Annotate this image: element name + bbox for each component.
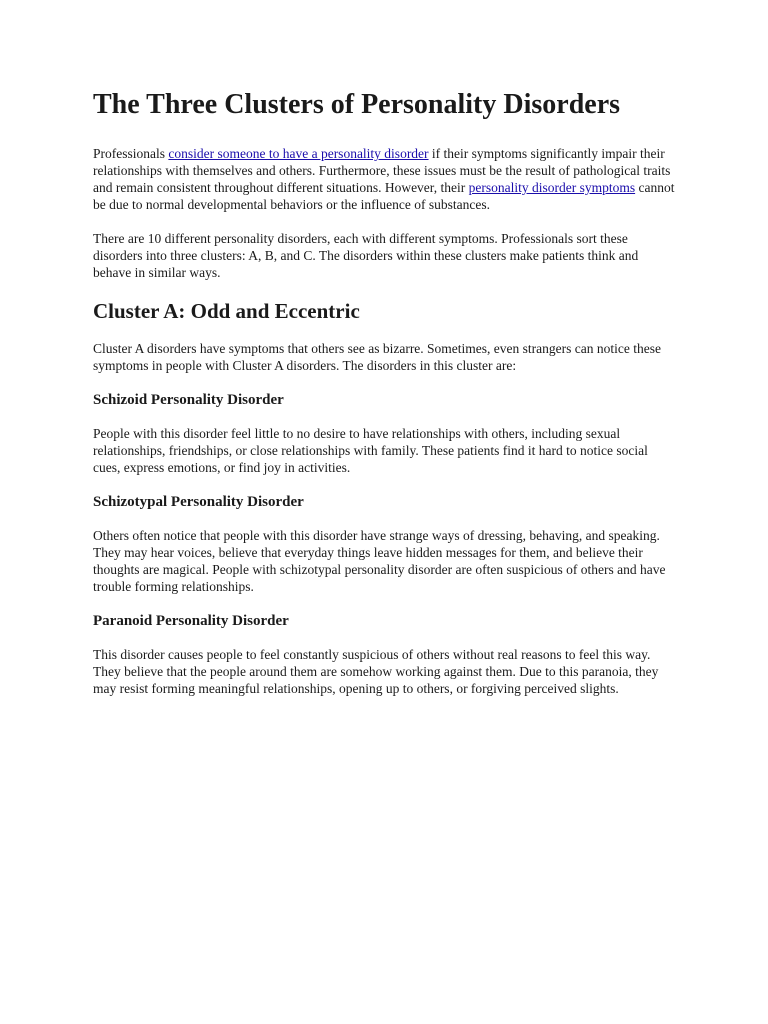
symptoms-link[interactable]: personality disorder symptoms <box>468 180 636 195</box>
intro-text-3: cannot be due to normal developmental behaviors or the influence of substances. <box>93 180 675 212</box>
paranoid-paragraph: This disorder causes people to feel constantly suspicious of others without real reasons to feel this way. They believe that the people around them are somehow working against them. Due to this paranoia, they may resist forming meaningful relationships, opening up to others, or forgiving perceived slights. <box>93 647 659 696</box>
cluster-a-heading: Cluster A: Odd and Eccentric <box>93 299 360 323</box>
personality-disorder-link[interactable]: consider someone to have a personality disorder <box>168 146 429 161</box>
clusters-paragraph: There are 10 different personality disorders, each with different symptoms. Professionals sort these disorders into three clusters: A, B, and C. The disorders within these clusters make patients think and behave in similar ways. <box>93 231 639 280</box>
intro-paragraph <box>93 145 677 213</box>
schizotypal-heading: Schizotypal Personality Disorder <box>93 494 304 510</box>
schizoid-paragraph: People with this disorder feel little to no desire to have relationships with others, including sexual relationships, friendships, or close relationships with family. These patients find it hard to notice social cues, express emotions, or find joy in activities. <box>93 426 648 475</box>
cluster-a-intro: Cluster A disorders have symptoms that others see as bizarre. Sometimes, even strangers can notice these symptoms in people with Cluster A disorders. The disorders in this cluster are: <box>93 341 661 373</box>
page-title: The Three Clusters of Personality Disorders <box>93 89 621 120</box>
schizoid-heading: Schizoid Personality Disorder <box>93 392 284 408</box>
paranoid-heading: Paranoid Personality Disorder <box>93 613 289 629</box>
document-page <box>93 88 677 714</box>
intro-text-1: Professionals <box>93 146 169 161</box>
schizotypal-paragraph: Others often notice that people with this disorder have strange ways of dressing, behaving, and speaking. They may hear voices, believe that everyday things leave hidden messages for them, and believe their thoughts are magical. People with schizotypal personality disorder are often suspicious of others and have trouble forming relationships. <box>93 528 666 594</box>
intro-text-2: if their symptoms significantly impair their relationships with themselves and others. Furthermore, these issues must be the result of pathological traits and remain consistent throughout different situations. However, their <box>93 146 671 195</box>
